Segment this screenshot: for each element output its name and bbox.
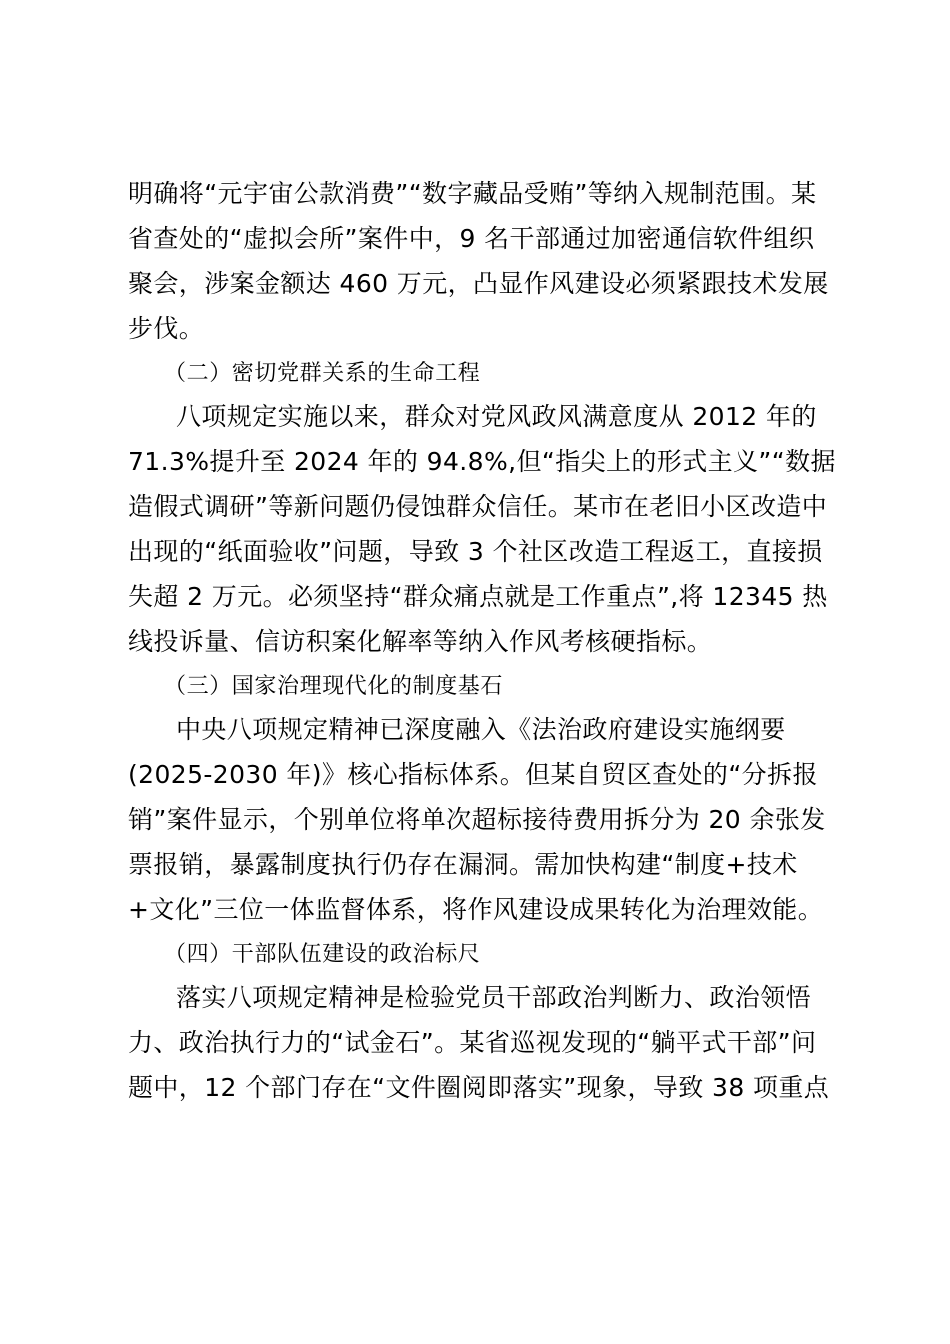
paragraph-line: 票报销，暴露制度执行仍存在漏洞。需加快构建“制度+技术 <box>128 850 798 879</box>
paragraph-line: +文化”三位一体监督体系，将作风建设成果转化为治理效能。 <box>128 895 824 924</box>
section-heading: （三）国家治理现代化的制度基石 <box>164 674 504 699</box>
paragraph-line: 线投诉量、信访积案化解率等纳入作风考核硬指标。 <box>128 627 713 656</box>
section-heading: （四）干部队伍建设的政治标尺 <box>164 942 481 967</box>
paragraph-line: (2025-2030 年)》核心指标体系。但某自贸区查处的“分拆报 <box>128 760 818 789</box>
paragraph-line: 落实八项规定精神是检验党员干部政治判断力、政治领悟 <box>176 983 812 1012</box>
paragraph-line: 题中，12 个部门存在“文件圈阅即落实”现象，导致 38 项重点 <box>128 1073 830 1102</box>
paragraph-line: 71.3%提升至 2024 年的 94.8%,但“指尖上的形式主义”“数据 <box>128 447 836 476</box>
paragraph-line: 步伐。 <box>128 314 205 343</box>
paragraph-line: 明确将“元宇宙公款消费”“数字藏品受贿”等纳入规制范围。某 <box>128 179 817 208</box>
section-heading: （二）密切党群关系的生命工程 <box>164 361 481 386</box>
paragraph-line: 聚会，涉案金额达 460 万元，凸显作风建设必须紧跟技术发展 <box>128 269 829 298</box>
paragraph-line: 省查处的“虚拟会所”案件中，9 名干部通过加密通信软件组织 <box>128 224 815 253</box>
paragraph-line: 造假式调研”等新问题仍侵蚀群众信任。某市在老旧小区改造中 <box>128 492 828 521</box>
paragraph-line: 八项规定实施以来，群众对党风政风满意度从 2012 年的 <box>176 402 817 431</box>
paragraph-line: 出现的“纸面验收”问题，导致 3 个社区改造工程返工，直接损 <box>128 537 823 566</box>
paragraph-line: 销”案件显示，个别单位将单次超标接待费用拆分为 20 余张发 <box>128 805 826 834</box>
paragraph-line: 中央八项规定精神已深度融入《法治政府建设实施纲要 <box>176 715 786 744</box>
paragraph-line: 失超 2 万元。必须坚持“群众痛点就是工作重点”,将 12345 热 <box>128 582 828 611</box>
paragraph-line: 力、政治执行力的“试金石”。某省巡视发现的“躺平式干部”问 <box>128 1028 817 1057</box>
